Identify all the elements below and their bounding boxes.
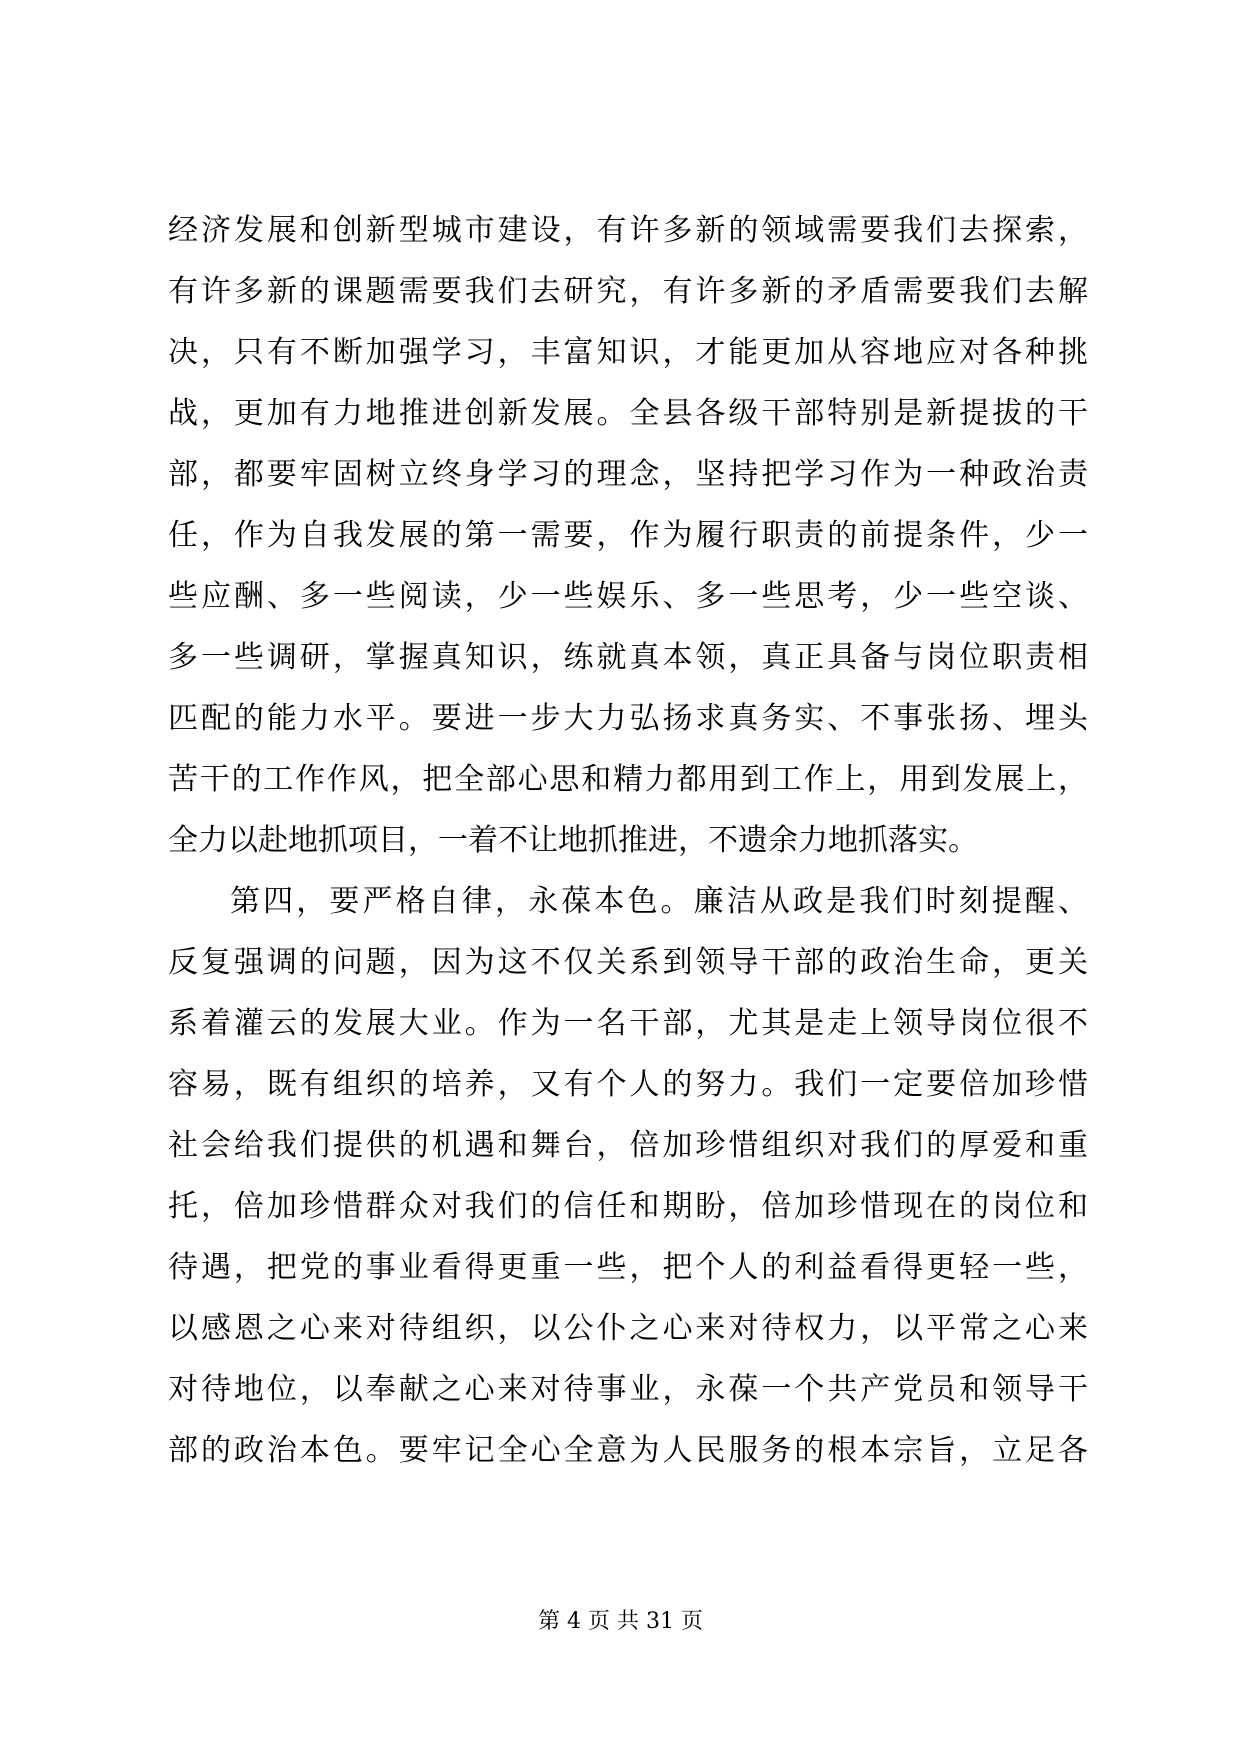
text-line: 部的政治本色。要牢记全心全意为人民服务的根本宗旨，立足各 (168, 1433, 1088, 1468)
text-line-paragraph-start: 第四，要严格自律，永葆本色。廉洁从政是我们时刻提醒、 (230, 884, 1088, 919)
text-line: 苦干的工作作风，把全部心思和精力都用到工作上，用到发展上， (168, 762, 1088, 797)
text-line: 任，作为自我发展的第一需要，作为履行职责的前提条件，少一 (168, 518, 1088, 553)
text-line: 匹配的能力水平。要进一步大力弘扬求真务实、不事张扬、埋头 (168, 701, 1088, 736)
text-line: 待遇，把党的事业看得更重一些，把个人的利益看得更轻一些， (168, 1250, 1088, 1285)
text-line: 多一些调研，掌握真知识，练就真本领，真正具备与岗位职责相 (168, 640, 1088, 675)
text-line: 社会给我们提供的机遇和舞台，倍加珍惜组织对我们的厚爱和重 (168, 1128, 1088, 1163)
text-line: 决，只有不断加强学习，丰富知识，才能更加从容地应对各种挑 (168, 335, 1088, 370)
text-line: 经济发展和创新型城市建设，有许多新的领域需要我们去探索， (168, 213, 1088, 248)
text-line: 全力以赴地抓项目，一着不让地抓推进，不遗余力地抓落实。 (168, 823, 978, 858)
text-line: 战，更加有力地推进创新发展。全县各级干部特别是新提拔的干 (168, 396, 1088, 431)
text-line: 有许多新的课题需要我们去研究，有许多新的矛盾需要我们去解 (168, 274, 1088, 309)
text-line: 系着灌云的发展大业。作为一名干部，尤其是走上领导岗位很不 (168, 1006, 1088, 1041)
text-line: 容易，既有组织的培养，又有个人的努力。我们一定要倍加珍惜 (168, 1067, 1088, 1102)
page-number-footer: 第 4 页 共 31 页 (538, 1609, 703, 1634)
text-line: 托，倍加珍惜群众对我们的信任和期盼，倍加珍惜现在的岗位和 (168, 1189, 1088, 1224)
text-line: 部，都要牢固树立终身学习的理念，坚持把学习作为一种政治责 (168, 457, 1088, 492)
text-line: 对待地位，以奉献之心来对待事业，永葆一个共产党员和领导干 (168, 1372, 1088, 1407)
text-line: 以感恩之心来对待组织，以公仆之心来对待权力，以平常之心来 (168, 1311, 1088, 1346)
body-text (168, 200, 1088, 1481)
text-line: 些应酬、多一些阅读，少一些娱乐、多一些思考，少一些空谈、 (168, 579, 1088, 614)
text-line: 反复强调的问题，因为这不仅关系到领导干部的政治生命，更关 (168, 945, 1088, 980)
